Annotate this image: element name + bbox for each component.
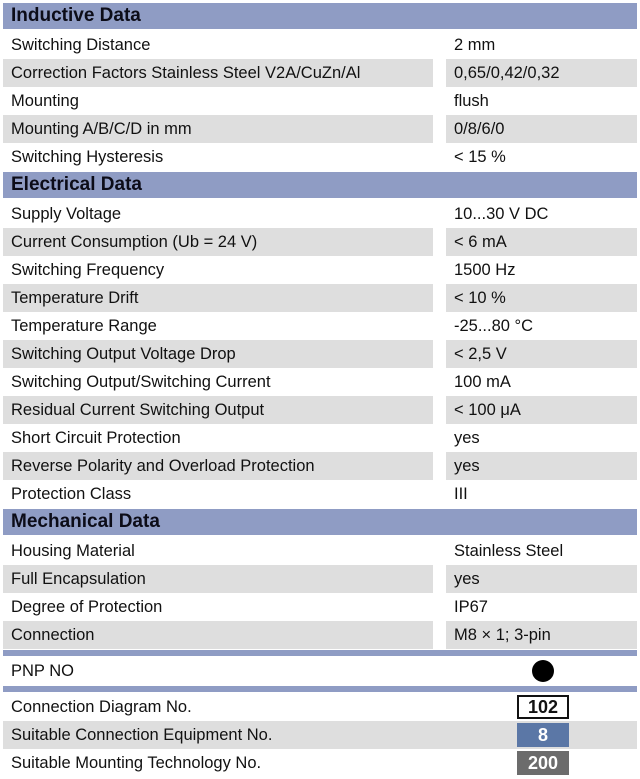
table-row: [3, 480, 637, 508]
row-label: Degree of Protection: [11, 598, 163, 616]
output-type-row: [3, 657, 637, 685]
row-value: -25...80 °C: [454, 317, 534, 335]
row-value: 2 mm: [454, 36, 496, 54]
table-row: [3, 368, 637, 396]
row-value: < 15 %: [454, 148, 506, 166]
table-row: [3, 59, 637, 87]
row-value: yes: [454, 429, 480, 447]
filled-circle-icon: [532, 660, 554, 682]
table-row: [3, 256, 637, 284]
divider-bar: [3, 650, 637, 656]
row-label: Temperature Range: [11, 317, 157, 335]
row-label: Connection: [3, 621, 433, 649]
row-value: 10...30 V DC: [454, 205, 549, 223]
row-label: Residual Current Switching Output: [3, 396, 433, 424]
row-label: Protection Class: [11, 485, 132, 503]
connection-diagram-label: Connection Diagram No.: [11, 698, 192, 716]
section-title-inductive: Inductive Data: [3, 3, 637, 29]
table-row: [3, 200, 637, 228]
row-value: 0,65/0,42/0,32: [446, 59, 637, 87]
section-title-electrical: Electrical Data: [3, 172, 637, 198]
row-label: Correction Factors Stainless Steel V2A/CuZn/Al: [3, 59, 433, 87]
row-value: M8 × 1; 3-pin: [446, 621, 637, 649]
mounting-technology-label: Suitable Mounting Technology No.: [11, 754, 262, 772]
row-label: Housing Material: [11, 542, 135, 560]
row-value: < 6 mA: [446, 228, 637, 256]
row-label: Temperature Drift: [3, 284, 433, 312]
connection-equipment-number: 8: [517, 723, 569, 747]
row-label: Reverse Polarity and Overload Protection: [3, 452, 433, 480]
table-row: [3, 87, 637, 115]
row-value: 1500 Hz: [454, 261, 516, 279]
divider-bar: [3, 686, 637, 692]
row-value: 0/8/6/0: [446, 115, 637, 143]
row-label: Full Encapsulation: [3, 565, 433, 593]
row-value: 100 mA: [454, 373, 511, 391]
row-label: Current Consumption (Ub = 24 V): [3, 228, 433, 256]
row-label: Switching Output/Switching Current: [11, 373, 271, 391]
connection-equipment-row: [3, 721, 637, 749]
row-label: Switching Hysteresis: [11, 148, 164, 166]
mounting-technology-row: [3, 749, 637, 777]
table-row: [3, 593, 637, 621]
table-row: [3, 312, 637, 340]
table-row: [3, 452, 637, 480]
table-row: [3, 396, 637, 424]
table-row: [3, 143, 637, 171]
row-label: Supply Voltage: [11, 205, 122, 223]
connection-diagram-number: 102: [517, 695, 569, 719]
output-type-label: PNP NO: [11, 662, 74, 680]
table-row: [3, 31, 637, 59]
row-label: Mounting A/B/C/D in mm: [3, 115, 433, 143]
row-value: yes: [446, 452, 637, 480]
table-row: [3, 115, 637, 143]
row-label: Switching Frequency: [11, 261, 165, 279]
row-value: < 2,5 V: [446, 340, 637, 368]
row-value: Stainless Steel: [454, 542, 564, 560]
table-row: [3, 340, 637, 368]
section-title-mechanical: Mechanical Data: [3, 509, 637, 535]
row-value: < 10 %: [446, 284, 637, 312]
mounting-technology-number: 200: [517, 751, 569, 775]
table-row: [3, 565, 637, 593]
table-row: [3, 424, 637, 452]
row-value: yes: [446, 565, 637, 593]
row-label: Short Circuit Protection: [11, 429, 181, 447]
table-row: [3, 228, 637, 256]
row-value: IP67: [454, 598, 488, 616]
row-value: flush: [454, 92, 489, 110]
table-row: [3, 537, 637, 565]
row-value: III: [454, 485, 468, 503]
row-value: < 100 μA: [446, 396, 637, 424]
connection-equipment-label: Suitable Connection Equipment No.: [11, 726, 273, 744]
table-row: [3, 284, 637, 312]
row-label: Switching Distance: [11, 36, 151, 54]
table-row: [3, 621, 637, 649]
row-label: Switching Output Voltage Drop: [3, 340, 433, 368]
row-label: Mounting: [11, 92, 79, 110]
connection-diagram-row: [3, 693, 637, 721]
